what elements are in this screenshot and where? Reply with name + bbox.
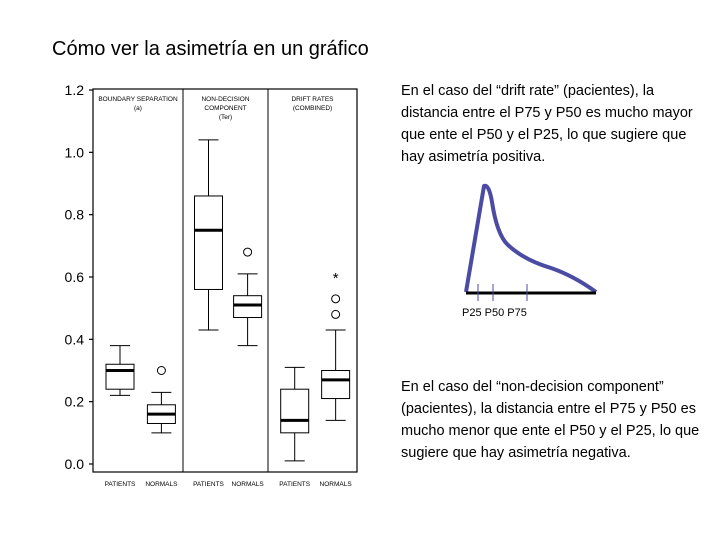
iqr-box <box>322 371 350 399</box>
category-label: PATIENTS <box>279 481 311 488</box>
category-label: PATIENTS <box>104 481 136 488</box>
extreme-outlier-point: * <box>332 270 339 287</box>
boxplot-chart <box>0 0 380 500</box>
non-decision-explanation: En el caso del “non-decision component” (pacientes), la distancia entre el P75 y P50 es mucho menor que ente el P50 y el P25, lo que sugiere que hay asimetría negativa. <box>401 379 700 461</box>
category-label: NORMALS <box>319 481 352 488</box>
plot-frame <box>93 89 357 472</box>
y-tick-label: 0.6 <box>64 269 84 285</box>
panel-title: BOUNDARY SEPARATION <box>98 96 178 103</box>
outlier-point <box>332 295 340 303</box>
iqr-box <box>281 389 309 433</box>
category-label: NORMALS <box>145 481 178 488</box>
y-tick-label: 0.2 <box>64 393 84 410</box>
iqr-box <box>234 296 262 318</box>
positive-skew-sketch <box>456 180 606 310</box>
panel-title: (a) <box>134 105 142 112</box>
panel-title: DRIFT RATES <box>291 96 334 103</box>
y-tick-label: 0.4 <box>64 331 84 348</box>
iqr-box <box>106 364 134 389</box>
y-tick-label: 0.8 <box>64 206 84 223</box>
slide-title: Cómo ver la asimetría en un gráfico <box>52 38 369 60</box>
drift-rate-explanation: En el caso del “drift rate” (pacientes), la distancia entre el P75 y P50 es mucho mayor que ente el P50 y el P25, lo que sugiere que hay asimetría positiva. <box>401 83 693 165</box>
skew-curve <box>466 186 596 292</box>
panel-title: COMPONENT <box>204 105 247 112</box>
outlier-point <box>157 367 165 375</box>
panel-title: (Ter) <box>218 114 233 121</box>
y-tick-label: 1.2 <box>64 82 84 98</box>
outlier-point <box>244 248 252 256</box>
panel-title: (COMBINED) <box>292 105 333 112</box>
category-label: PATIENTS <box>193 481 224 488</box>
panel-title: NON-DECISION <box>201 96 250 103</box>
y-tick-label: 0.0 <box>64 456 84 472</box>
iqr-box <box>195 196 223 290</box>
outlier-point <box>332 310 340 318</box>
y-tick-label: 1.0 <box>64 144 84 161</box>
category-label: NORMALS <box>231 481 264 488</box>
percentile-labels: P25 P50 P75 <box>462 307 527 319</box>
